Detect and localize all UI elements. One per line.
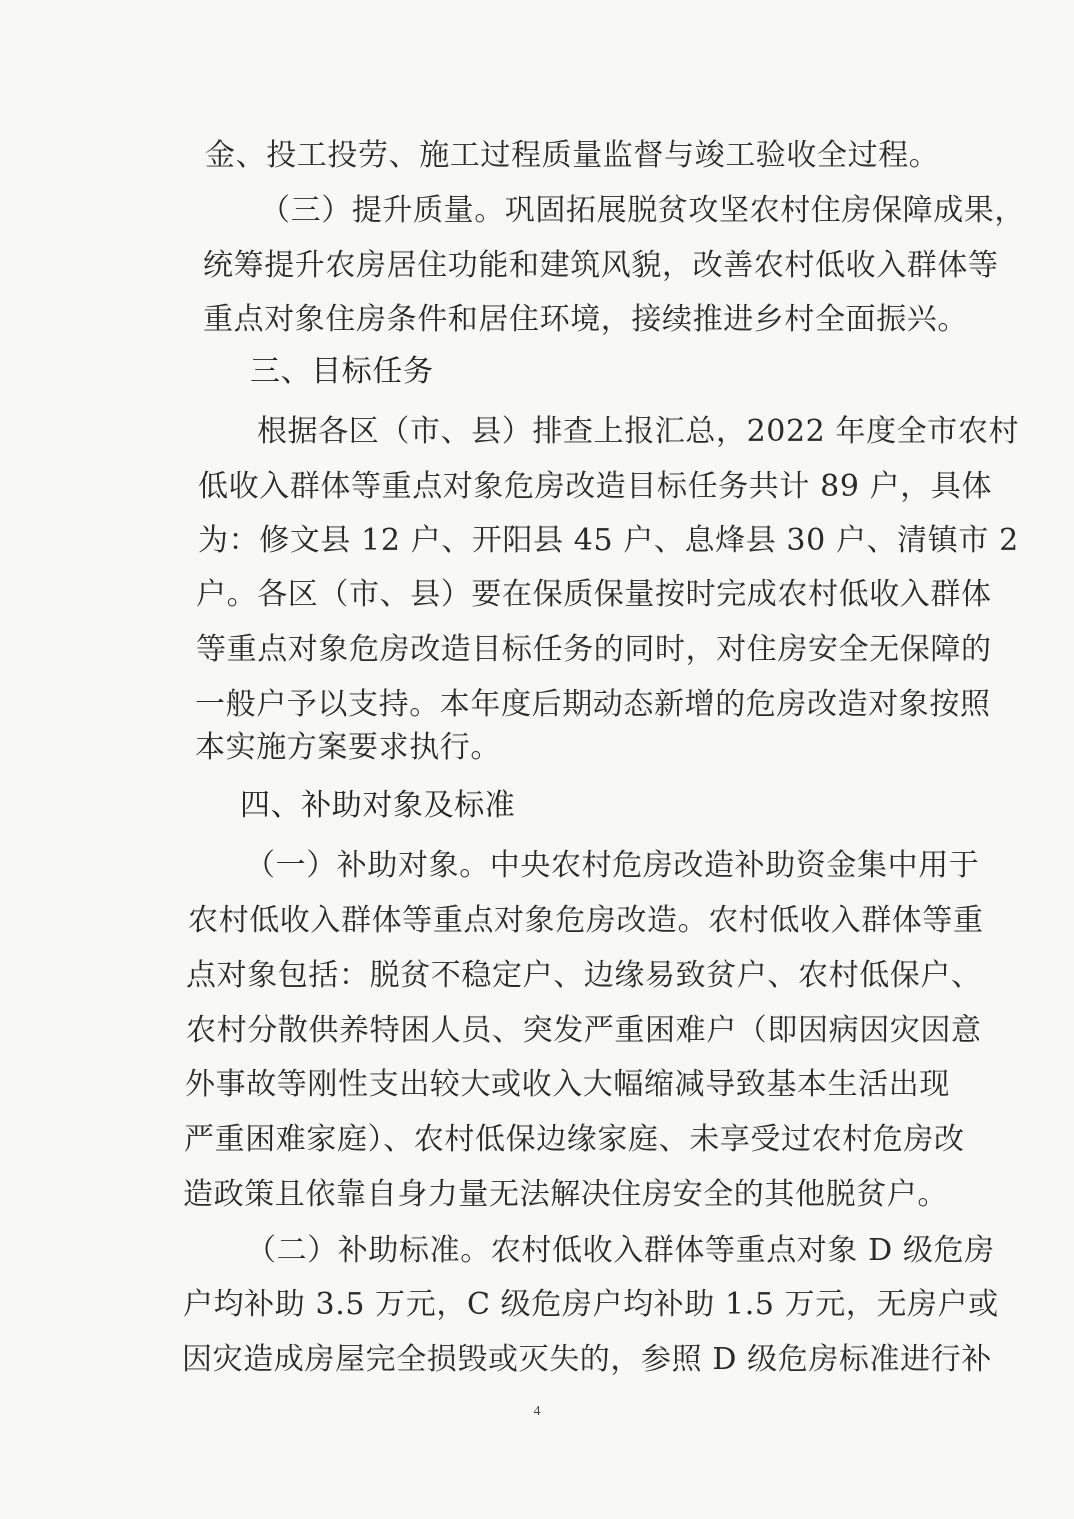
- text-line: 严重困难家庭）、农村低保边缘家庭、未享受过农村危房改: [184, 1122, 965, 1157]
- text-line: 重点对象住房条件和居住环境，接续推进乡村全面振兴。: [203, 302, 968, 337]
- text-line: 等重点对象危房改造目标任务的同时，对住房安全无保障的: [196, 632, 992, 667]
- paragraph-line: （一）补助对象。中央农村危房改造补助资金集中用于: [245, 848, 980, 883]
- page-number: 4: [533, 1404, 541, 1419]
- text-line: 户均补助 3.5 万元，C 级危房户均补助 1.5 万元，无房户或: [183, 1287, 999, 1322]
- text-line: 点对象包括：脱贫不稳定户、边缘易致贫户、农村低保户、: [186, 958, 982, 993]
- text-line: 农村低收入群体等重点对象危房改造。农村低收入群体等重: [188, 903, 984, 938]
- text-line: 为：修文县 12 户、开阳县 45 户、息烽县 30 户、清镇市 2: [198, 523, 1019, 558]
- text-line: 造政策且依靠自身力量无法解决住房安全的其他脱贫户。: [183, 1177, 948, 1212]
- text-line: 金、投工投劳、施工过程质量监督与竣工验收全过程。: [205, 138, 940, 173]
- text-line: 一般户予以支持。本年度后期动态新增的危房改造对象按照: [195, 687, 991, 722]
- text-line: 低收入群体等重点对象危房改造目标任务共计 89 户，具体: [198, 469, 993, 504]
- paragraph-line: 根据各区（市、县）排查上报汇总，2022 年度全市农村: [257, 414, 1020, 449]
- section-heading: 三、目标任务: [250, 354, 434, 389]
- paragraph-line: （三）提升质量。巩固拓展脱贫攻坚农村住房保障成果，: [260, 193, 1025, 228]
- text-line: 因灾造成房屋完全损毁或灭失的，参照 D 级危房标准进行补: [182, 1342, 992, 1377]
- text-line: 农村分散供养特困人员、突发严重困难户（即因病因灾因意: [186, 1013, 982, 1048]
- text-line: 外事故等刚性支出较大或收入大幅缩减导致基本生活出现: [185, 1067, 950, 1102]
- text-line: 户。各区（市、县）要在保质保量按时完成农村低收入群体: [196, 577, 992, 612]
- section-heading: 四、补助对象及标准: [240, 788, 516, 823]
- text-line: 本实施方案要求执行。: [195, 730, 501, 765]
- paragraph-line: （二）补助标准。农村低收入群体等重点对象 D 级危房: [246, 1233, 995, 1268]
- text-line: 统筹提升农房居住功能和建筑风貌，改善农村低收入群体等: [203, 248, 999, 283]
